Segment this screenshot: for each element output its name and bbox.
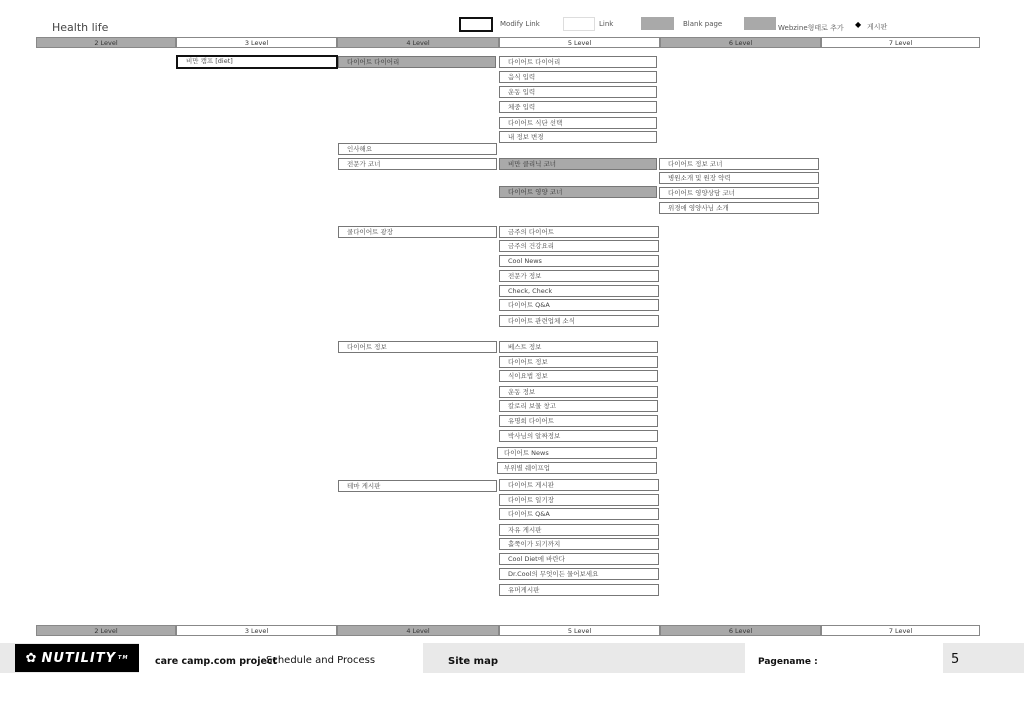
logo-text: NUTILITY [41,650,117,666]
node-info-celebrity[interactable]: 유명희 다이어트 [499,415,658,427]
legend-board-label: 게시판 [867,23,888,31]
node-info-best[interactable]: 베스트 정보 [499,341,658,353]
node-diary-diary[interactable]: 다이어트 다이어리 [499,56,657,68]
node-diet-nutrition[interactable]: 다이어트 영양 코너 [499,186,657,198]
legend-webzine-label: Webzine형태로 추가 [778,24,844,32]
node-nutrition-consult[interactable]: 다이어트 영양상담 코너 [659,187,819,199]
level-2-header: 2 Level [36,37,176,48]
node-theme-diary[interactable]: 다이어트 일기장 [499,494,659,506]
nutility-logo [15,644,139,672]
node-theme-humor[interactable]: 유머게시판 [499,584,659,596]
level-4-header: 4 Level [337,37,499,48]
node-theme-slim-story[interactable]: 홀쭉이가 되기까지 [499,538,659,550]
node-hospital-intro[interactable]: 병원소개 및 원장 약력 [659,172,819,184]
node-diet-diary[interactable]: 다이어트 다이어리 [338,56,496,68]
level-header-top [36,37,980,48]
node-plaza-expert-info[interactable]: 전문가 정보 [499,270,659,282]
level-2-footer: 2 Level [36,625,176,636]
node-diet-camp[interactable]: 비만 캠프 [diet] [176,55,338,69]
node-info-diet[interactable]: 다이어트 정보 [499,356,658,368]
node-theme-ask-doctor[interactable]: Dr.Cool의 무엇이든 물어보세요 [499,568,659,580]
level-7-header: 7 Level [821,37,980,48]
node-obesity-clinic[interactable]: 비만 클리닉 코너 [499,158,657,170]
legend-modify-link-swatch [459,17,493,32]
level-header-bottom [36,625,980,636]
node-greeting[interactable]: 인사해요 [338,143,497,155]
level-3-header: 3 Level [176,37,337,48]
node-info-calorie[interactable]: 칼로리 보물 창고 [499,400,658,412]
footer-sitemap: Site map [448,656,498,667]
legend-webzine-swatch [744,17,776,30]
logo-tm: TM [118,655,129,661]
node-diary-food[interactable]: 음식 입력 [499,71,657,83]
legend-blank-page-label: Blank page [683,20,723,28]
node-plaza-weekly-diet[interactable]: 금주의 다이어트 [499,226,659,238]
node-diary-meal[interactable]: 다이어트 식단 선택 [499,117,657,129]
node-info-news[interactable]: 다이어트 News [497,447,657,459]
node-info-shapeup[interactable]: 부위별 쉐이프업 [497,462,657,474]
page-title: Health life [52,21,109,34]
node-plaza-cool-news[interactable]: Cool News [499,255,659,267]
node-plaza-company-news[interactable]: 다이어트 관련업체 소식 [499,315,659,327]
node-plaza-qa[interactable]: 다이어트 Q&A [499,299,659,311]
node-diary-myinfo[interactable]: 내 정보 변경 [499,131,657,143]
node-cool-diet-plaza[interactable]: 쿨다이어트 광장 [338,226,497,238]
node-plaza-weekly-recipe[interactable]: 금주의 건강요리 [499,240,659,252]
node-theme-diet-board[interactable]: 다이어트 게시판 [499,479,659,491]
node-theme-free-board[interactable]: 자유 게시판 [499,524,659,536]
logo-flower-icon: ✿ [25,650,38,666]
node-info-exercise[interactable]: 운동 정보 [499,386,658,398]
node-plaza-check[interactable]: Check, Check [499,285,659,297]
level-4-footer: 4 Level [337,625,499,636]
node-info-doctor-tips[interactable]: 박사님의 알짜정보 [499,430,658,442]
node-expert-corner[interactable]: 전문가 코너 [338,158,497,170]
level-5-header: 5 Level [499,37,660,48]
node-diary-exercise[interactable]: 운동 입력 [499,86,657,98]
node-theme-qa[interactable]: 다이어트 Q&A [499,508,659,520]
level-3-footer: 3 Level [176,625,337,636]
footer-project-name: care camp.com project [155,656,278,667]
legend-blank-page-swatch [641,17,674,30]
footer-bar [0,643,1024,673]
node-diet-info-corner[interactable]: 다이어트 정보 코너 [659,158,819,170]
level-6-footer: 6 Level [660,625,821,636]
node-theme-request[interactable]: Cool Diet에 바란다 [499,553,659,565]
node-diet-info[interactable]: 다이어트 정보 [338,341,497,353]
node-diary-weight[interactable]: 체중 입력 [499,101,657,113]
legend-link-swatch [563,17,595,31]
level-7-footer: 7 Level [821,625,980,636]
footer-page-number: 5 [951,652,960,667]
node-info-dietary[interactable]: 식이요법 정보 [499,370,658,382]
footer-schedule: Schedule and Process [266,655,376,666]
legend-modify-link-label: Modify Link [500,20,540,28]
level-6-header: 6 Level [660,37,821,48]
node-theme-board[interactable]: 테마 게시판 [338,480,497,492]
legend-link-label: Link [599,20,614,28]
level-5-footer: 5 Level [499,625,660,636]
board-diamond-icon: ◆ [855,20,862,29]
node-dietitian-intro[interactable]: 위경애 영양사님 소개 [659,202,819,214]
footer-pagename-label: Pagename : [758,657,818,667]
